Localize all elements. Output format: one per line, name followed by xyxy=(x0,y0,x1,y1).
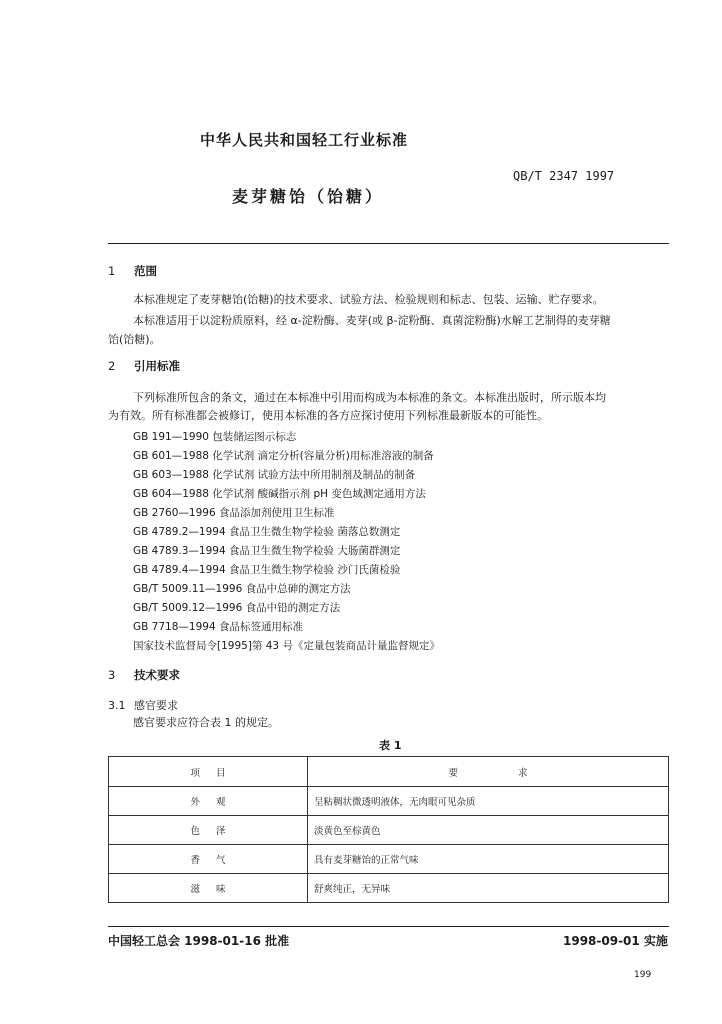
row-requirement: 呈粘稠状微透明液体，无肉眼可见杂质 xyxy=(308,787,669,816)
table-row xyxy=(109,874,669,903)
table-caption: 表 1 xyxy=(379,739,402,752)
paragraph: 为有效。所有标准都会被修订，使用本标准的各方应探讨使用下列标准最新版本的可能性。 xyxy=(108,409,548,422)
sensory-requirements-table xyxy=(108,756,669,903)
section-title: 引用标准 xyxy=(134,359,180,373)
section-1-heading xyxy=(108,263,157,279)
page-number: 199 xyxy=(634,970,652,980)
reference-item: GB 4789.2—1994 食品卫生微生物学检验 菌落总数测定 xyxy=(133,526,401,538)
effective-date: 1998-09-01 实施 xyxy=(563,934,668,948)
row-item: 香气 xyxy=(109,845,308,874)
subsection-3-1-heading xyxy=(108,697,178,713)
section-number: 3 xyxy=(108,668,116,682)
section-3-heading xyxy=(108,667,180,683)
row-requirement: 淡黄色至棕黄色 xyxy=(308,816,669,845)
section-number: 1 xyxy=(108,264,116,278)
paragraph: 本标准适用于以淀粉质原料，经 α-淀粉酶、麦芽(或 β-淀粉酶、真菌淀粉酶)水解工艺制得的麦芽糖 xyxy=(133,314,611,327)
paragraph: 饴(饴糖)。 xyxy=(108,333,161,346)
reference-item: GB 603—1988 化学试剂 试验方法中所用制剂及制品的制备 xyxy=(133,469,416,481)
reference-item: GB 4789.3—1994 食品卫生微生物学检验 大肠菌群测定 xyxy=(133,545,401,557)
table-header-row xyxy=(109,757,669,787)
reference-item: GB 4789.4—1994 食品卫生微生物学检验 沙门氏菌检验 xyxy=(133,564,401,576)
row-item: 色泽 xyxy=(109,816,308,845)
reference-item: 国家技术监督局令[1995]第 43 号《定量包装商品计量监督规定》 xyxy=(133,640,440,652)
reference-item: GB 2760—1996 食品添加剂使用卫生标准 xyxy=(133,507,335,519)
reference-item: GB/T 5009.11—1996 食品中总砷的测定方法 xyxy=(133,583,351,595)
header-cell-item: 项目 xyxy=(109,757,308,787)
table-row xyxy=(109,816,669,845)
header-rule xyxy=(108,243,669,244)
issuing-organization: 中华人民共和国轻工行业标准 xyxy=(200,131,409,149)
approval-date: 中国轻工总会 1998-01-16 批准 xyxy=(108,934,290,948)
reference-item: GB/T 5009.12—1996 食品中铅的测定方法 xyxy=(133,602,341,614)
header-cell-requirement: 要求 xyxy=(308,757,669,787)
table-row xyxy=(109,787,669,816)
paragraph: 感官要求应符合表 1 的规定。 xyxy=(133,716,279,729)
reference-item: GB 601—1988 化学试剂 滴定分析(容量分析)用标准溶液的制备 xyxy=(133,450,434,462)
section-2-heading xyxy=(108,358,180,374)
reference-item: GB 604—1988 化学试剂 酸碱指示剂 pH 变色域测定通用方法 xyxy=(133,488,426,500)
paragraph: 下列标准所包含的条文，通过在本标准中引用而构成为本标准的条文。本标准出版时，所示版本均 xyxy=(133,391,606,404)
document-title: 麦芽糖饴（饴糖） xyxy=(232,187,385,206)
footer-rule xyxy=(108,926,669,927)
reference-item: GB 191—1990 包装储运图示标志 xyxy=(133,431,297,443)
row-item: 外观 xyxy=(109,787,308,816)
row-requirement: 舒爽纯正，无异味 xyxy=(308,874,669,903)
section-title: 范围 xyxy=(134,264,157,278)
reference-item: GB 7718—1994 食品标签通用标准 xyxy=(133,621,303,633)
subsection-title: 感官要求 xyxy=(134,699,178,712)
paragraph: 本标准规定了麦芽糖饴(饴糖)的技术要求、试验方法、检验规则和标志、包装、运输、贮存要求。 xyxy=(133,293,604,306)
section-title: 技术要求 xyxy=(134,668,180,682)
section-number: 2 xyxy=(108,359,116,373)
subsection-number: 3.1 xyxy=(108,699,126,712)
table-row xyxy=(109,845,669,874)
row-requirement: 具有麦芽糖饴的正常气味 xyxy=(308,845,669,874)
standard-code: QB/T 2347 1997 xyxy=(513,169,615,183)
row-item: 滋味 xyxy=(109,874,308,903)
